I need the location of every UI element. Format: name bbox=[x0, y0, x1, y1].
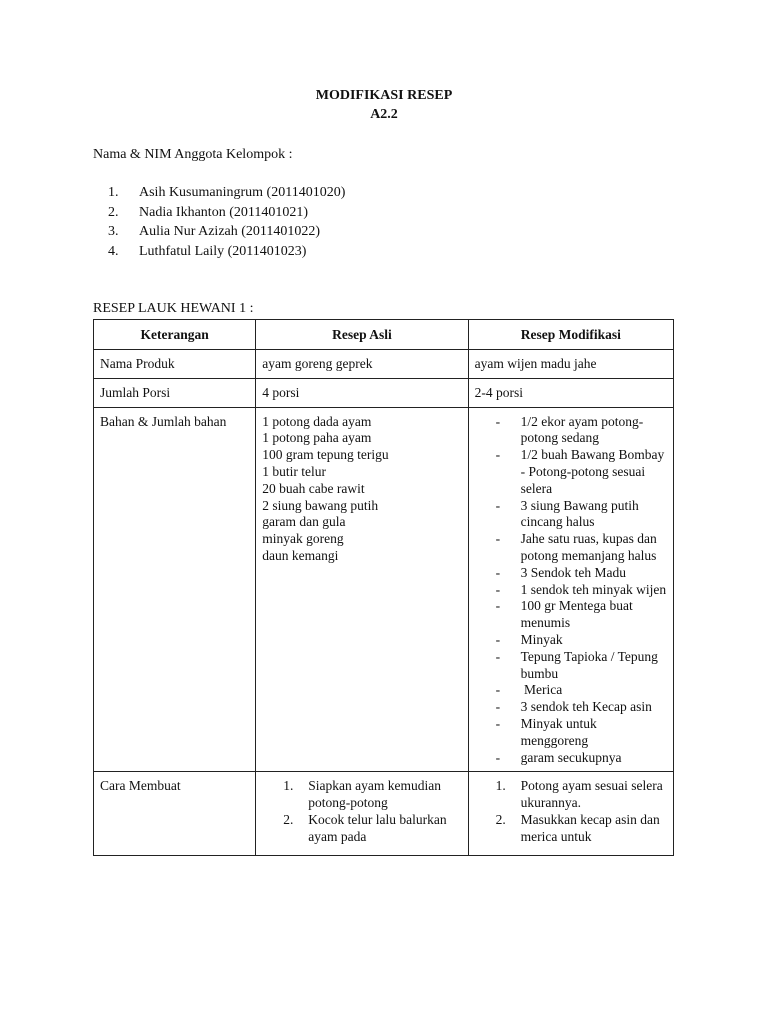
jumlah-porsi-asli: 4 porsi bbox=[256, 378, 468, 407]
list-item: minyak goreng bbox=[262, 531, 344, 547]
list-item: - Minyak untuk menggoreng bbox=[495, 715, 597, 748]
list-item: - 3 siung Bawang putih cincang halus bbox=[495, 497, 639, 530]
nama-produk-modifikasi: ayam wijen madu jahe bbox=[468, 350, 673, 379]
list-item: 1 potong dada ayam bbox=[262, 413, 372, 429]
header-keterangan: Keterangan bbox=[94, 320, 256, 350]
header-resep-modifikasi: Resep Modifikasi bbox=[468, 320, 673, 350]
dash-bullet: - bbox=[495, 497, 501, 513]
list-item: 1. Siapkan ayam kemudian potong-potong bbox=[283, 778, 441, 811]
list-item: - 1/2 ekor ayam potong-potong sedang bbox=[495, 413, 644, 446]
list-item: 20 buah cabe rawit bbox=[262, 480, 365, 496]
list-item: - 1 sendok teh minyak wijen bbox=[495, 581, 667, 597]
list-item: garam dan gula bbox=[262, 514, 346, 530]
cara-modifikasi bbox=[468, 772, 673, 856]
table-row bbox=[94, 772, 674, 856]
dash-bullet: - bbox=[495, 531, 501, 547]
dash-bullet: - bbox=[495, 564, 501, 580]
dash-bullet: - bbox=[495, 648, 501, 664]
section-label: RESEP LAUK HEWANI 1 : bbox=[93, 301, 254, 316]
list-item: 1. Asih Kusumaningrum (2011401020) bbox=[108, 185, 346, 200]
dash-bullet: - bbox=[495, 581, 501, 597]
document-subtitle: A2.2 bbox=[370, 107, 398, 122]
cara-asli bbox=[256, 772, 468, 856]
list-item: - 3 Sendok teh Madu bbox=[495, 564, 626, 580]
list-item: 1 potong paha ayam bbox=[262, 430, 372, 446]
dash-bullet: - bbox=[495, 413, 501, 429]
members-list bbox=[108, 183, 345, 261]
dash-bullet: - bbox=[495, 699, 501, 715]
list-item: - 1/2 buah Bawang Bombay - Potong-potong sesuai selera bbox=[495, 447, 665, 496]
bahan-asli bbox=[256, 407, 468, 772]
list-item: 3. Aulia Nur Azizah (2011401022) bbox=[108, 224, 321, 239]
list-item: daun kemangi bbox=[262, 547, 339, 563]
list-item: 2 siung bawang putih bbox=[262, 497, 379, 513]
bahan-modifikasi bbox=[468, 407, 673, 772]
list-item: - Tepung Tapioka / Tepung bumbu bbox=[495, 648, 658, 681]
recipe-table bbox=[93, 319, 674, 856]
dash-bullet: - bbox=[495, 598, 501, 614]
list-item: - 100 gr Mentega buat menumis bbox=[495, 598, 633, 631]
table-row bbox=[94, 378, 674, 407]
row-label-cara-membuat: Cara Membuat bbox=[94, 772, 256, 856]
dash-bullet: - bbox=[495, 682, 501, 698]
list-item: - Merica bbox=[495, 682, 563, 698]
table-row bbox=[94, 407, 674, 772]
list-item: 100 gram tepung terigu bbox=[262, 447, 389, 463]
list-item: 1. Potong ayam sesuai selera ukurannya. bbox=[495, 778, 663, 811]
members-label: Nama & NIM Anggota Kelompok : bbox=[93, 147, 293, 162]
document-title: MODIFIKASI RESEP bbox=[315, 88, 453, 103]
header-resep-asli: Resep Asli bbox=[256, 320, 468, 350]
list-item: 2. Kocok telur lalu balurkan ayam pada bbox=[283, 811, 447, 844]
list-item: 1 butir telur bbox=[262, 463, 327, 479]
list-item: - garam secukupnya bbox=[495, 749, 622, 765]
list-item: 2. Masukkan kecap asin dan merica untuk bbox=[495, 811, 660, 844]
nama-produk-asli: ayam goreng geprek bbox=[256, 350, 468, 379]
row-label-jumlah-porsi: Jumlah Porsi bbox=[94, 378, 256, 407]
jumlah-porsi-modifikasi: 2-4 porsi bbox=[468, 378, 673, 407]
row-label-nama-produk: Nama Produk bbox=[94, 350, 256, 379]
row-label-bahan: Bahan & Jumlah bahan bbox=[94, 407, 256, 772]
dash-bullet: - bbox=[495, 715, 501, 731]
list-item: 2. Nadia Ikhanton (2011401021) bbox=[108, 204, 308, 220]
dash-bullet: - bbox=[495, 749, 501, 765]
list-item: - Jahe satu ruas, kupas dan potong memanjang halus bbox=[495, 531, 657, 563]
list-item: 4. Luthfatul Laily (2011401023) bbox=[108, 243, 307, 259]
dash-bullet: - bbox=[495, 447, 501, 463]
table-header-row bbox=[94, 320, 674, 350]
dash-bullet: - bbox=[495, 631, 501, 647]
table-row bbox=[94, 350, 674, 379]
list-item: - 3 sendok teh Kecap asin bbox=[495, 699, 652, 715]
list-item: - Minyak bbox=[495, 631, 563, 647]
